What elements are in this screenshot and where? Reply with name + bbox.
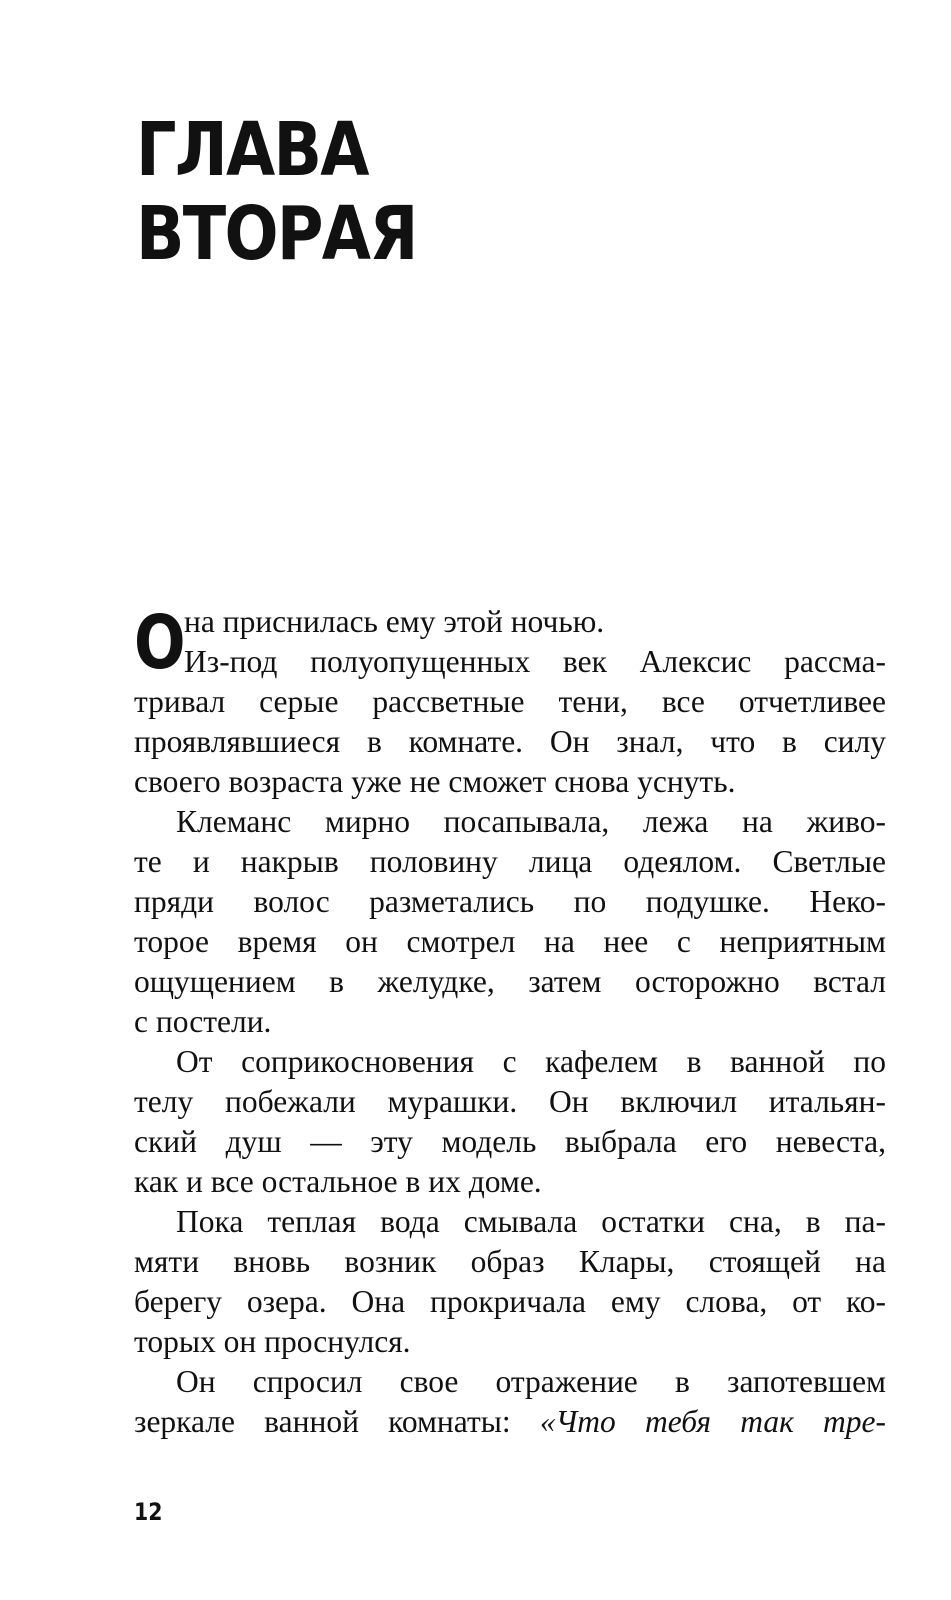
paragraph-5: [134, 1362, 886, 1442]
text-line: на приснилась ему этой ночью.: [184, 604, 605, 639]
text-line: проявлявшиеся в комнате. Он знал, что в силу: [134, 724, 886, 759]
text-line: ощущением в желудке, затем осторожно встал: [134, 964, 886, 999]
text-line: Из-под полуопущенных век Алексис рассма-: [184, 644, 886, 679]
text-line: с постели.: [134, 1004, 272, 1039]
text-line: своего возраста уже не сможет снова уснуть.: [134, 764, 736, 799]
text-line: торое время он смотрел на нее с неприятным: [134, 924, 886, 959]
text-line: Он спросил свое отражение в запотевшем: [176, 1364, 886, 1399]
chapter-title: [136, 108, 417, 276]
text-line: Пока теплая вода смывала остатки сна, в па-: [176, 1204, 886, 1239]
drop-cap: О: [134, 600, 186, 686]
chapter-title-line-2: ВТОРАЯ: [136, 191, 417, 277]
paragraph-1: [134, 602, 886, 802]
text-line: телу побежали мурашки. Он включил итальян-: [134, 1084, 886, 1119]
text-line: тривал серые рассветные тени, все отчетливее: [134, 684, 886, 719]
text-line: берегу озера. Она прокричала ему слова, от ко-: [134, 1284, 886, 1319]
text-line: те и накрыв половину лица одеялом. Светлые: [134, 844, 886, 879]
text-line: Клеманс мирно посапывала, лежа на живо-: [176, 804, 886, 839]
text-line: как и все остальное в их доме.: [134, 1164, 542, 1199]
text-line: От соприкосновения с кафелем в ванной по: [176, 1044, 886, 1079]
text-line: ский душ — эту модель выбрала его невеста,: [134, 1124, 886, 1159]
text-line: торых он проснулся.: [134, 1324, 411, 1359]
paragraph-2: [134, 802, 886, 1042]
text-line: пряди волос разметались по подушке. Неко-: [134, 884, 886, 919]
chapter-title-line-1: ГЛАВА: [136, 107, 368, 193]
body-text: [134, 602, 886, 1442]
paragraph-3: [134, 1042, 886, 1202]
italic-quote: «Что тебя так тре-: [539, 1404, 886, 1439]
paragraph-4: [134, 1202, 886, 1362]
text-line: мяти вновь возник образ Клары, стоящей на: [134, 1244, 886, 1279]
text-line: [134, 1402, 886, 1442]
page-number: 12: [134, 1498, 163, 1526]
text-fragment: зеркале ванной комнаты:: [134, 1404, 540, 1439]
